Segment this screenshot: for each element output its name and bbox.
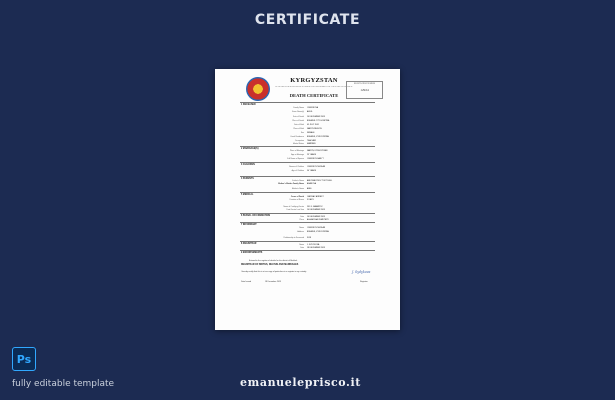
coat-of-arms-icon — [246, 77, 270, 101]
field-value: MARRIED — [307, 143, 316, 145]
field-value: 14 DECEMBER 2019 — [307, 209, 326, 211]
registration-box — [346, 81, 383, 99]
field-label: Age of Children — [291, 170, 304, 172]
certificate-header — [222, 75, 393, 105]
section-burial — [240, 213, 375, 222]
field-value: NARYN, KYRGYZSTAN — [307, 150, 328, 152]
death-certificate — [215, 69, 400, 330]
section-parents — [240, 176, 375, 192]
field-value: BISHKEK CITY HOSPITAL — [307, 120, 330, 122]
field-label: Name of Certifying Doctor — [283, 206, 304, 208]
section-registrar — [240, 241, 375, 250]
field-value: BISHKEK, KYRGYZSTAN — [307, 231, 329, 233]
field-value: 54 YEARS — [307, 170, 317, 172]
field-label: Place of Death — [292, 120, 304, 122]
section-title: 6 BURIAL OR CREMATION — [241, 215, 271, 217]
field-value: ALA-ARCHA CEMETERY — [307, 219, 329, 221]
certify-statement: I hereby certify that this is a true copy of particulars in a register in my custody. — [241, 271, 307, 273]
table-row — [240, 111, 375, 115]
field-label: Names of Children — [289, 166, 304, 168]
certificate-title: DEATH CERTIFICATE — [289, 93, 339, 98]
registration-label: REGISTRATION NUMBER — [353, 83, 375, 85]
field-label: Relationship to Deceased — [283, 237, 304, 239]
field-value: 23 YEARS — [307, 154, 317, 156]
endorsement-text: Entered in the register of deaths for the district of Bishkek. — [249, 260, 298, 262]
field-value: OSMONOVA — [307, 107, 318, 109]
table-row — [240, 231, 375, 235]
photoshop-icon: Ps — [12, 347, 36, 371]
section-children — [240, 162, 375, 176]
field-value: 3 DAYS — [307, 199, 314, 201]
section-endorsements — [240, 250, 375, 288]
field-value: OSMONOV BAKYT — [307, 158, 324, 160]
section-title: 4 PARENTS — [241, 178, 254, 180]
field-label: Full Name of Spouse — [287, 158, 304, 160]
editable-caption: fully editable template — [12, 379, 115, 389]
field-value: OSMONOV NURLAN — [307, 227, 326, 229]
field-label: Age at Marriage — [291, 154, 304, 156]
field-label: Date Doctor Last Saw — [286, 209, 304, 211]
field-label: Duration of Illness — [289, 199, 304, 201]
field-label: Marital Status — [293, 143, 304, 145]
field-value: CARDIAC ARREST — [307, 196, 324, 198]
field-label: Date of Birth — [294, 124, 304, 126]
field-value: 05 JULY 1941 — [307, 124, 319, 126]
field-value: DR. K. MAMATOV — [307, 206, 323, 208]
field-value: FEMALE — [307, 132, 315, 134]
field-value: OSMONOV NURLAN — [307, 166, 326, 168]
registrar-signature-label: Registrar — [360, 281, 368, 283]
field-label: Date — [300, 247, 304, 249]
field-label: Name — [299, 227, 304, 229]
section-medical — [240, 192, 375, 213]
field-label: Mother's Maiden Family Name — [278, 183, 304, 185]
field-value: 16 DECEMBER 2019 — [307, 216, 326, 218]
field-value: BISHKEK, KYRGYZSTAN — [307, 136, 329, 138]
table-row — [240, 183, 375, 187]
section-title: 2 MARRIAGE(S) — [241, 148, 259, 150]
field-value: ASEL — [307, 188, 312, 190]
section-deceased — [240, 102, 375, 146]
field-label: Place of Marriage — [289, 150, 304, 152]
section-title: 8 REGISTRAR — [241, 243, 257, 245]
field-label: Place of Birth — [293, 128, 304, 130]
section-marriages — [240, 146, 375, 162]
registrar-signature: J. Sydykova — [352, 270, 371, 274]
field-label: Sex — [300, 132, 304, 134]
ministry-name: STATE REGISTRATION SERVICE UNDER THE GOVERNMENT OF THE KYRGYZ REPUBLIC — [275, 86, 353, 88]
field-label: Cause of Death — [290, 196, 304, 198]
field-value: 14 DECEMBER 2019 — [307, 116, 326, 118]
section-title: 7 INFORMANT — [241, 224, 257, 226]
table-row — [240, 199, 375, 203]
field-value: NARYN REGION — [307, 128, 322, 130]
registrar-heading: REGISTRAR OF BIRTHS, DEATHS AND MARRIAGES — [241, 264, 299, 266]
field-label: Address — [297, 231, 304, 233]
field-label: Father's Name — [292, 180, 304, 182]
page-title: CERTIFICATE — [254, 12, 361, 28]
field-value: ASANOVA — [307, 183, 317, 185]
field-label: Name — [299, 244, 304, 246]
field-label: Usual Residence — [290, 136, 304, 138]
registration-number: 12924 — [360, 88, 369, 92]
table-row — [240, 170, 375, 174]
field-value: SON — [307, 237, 312, 239]
field-label: Given Name(s) — [291, 111, 304, 113]
field-value: J. SYDYKOVA — [307, 244, 320, 246]
field-value: AIGUL — [307, 111, 313, 113]
date-issued-label: Date Issued — [241, 281, 252, 283]
field-label: Family Name — [293, 107, 304, 109]
field-label: Date — [300, 216, 304, 218]
section-title: 1 DECEASED — [241, 104, 256, 106]
date-issued-value: 18 December 2019 — [265, 281, 282, 283]
field-label: Occupation — [294, 140, 304, 142]
field-label: Date of Death — [292, 116, 304, 118]
section-title: 3 CHILDREN — [241, 164, 255, 166]
field-value: 18 DECEMBER 2019 — [307, 247, 326, 249]
website-link[interactable]: emanueleprisco.it — [240, 376, 361, 389]
section-title: 9 ENDORSEMENTS — [241, 252, 263, 254]
country-name: KYRGYZSTAN — [290, 77, 338, 84]
field-value: TEACHER — [307, 140, 317, 142]
field-value: ABDYKADYROV TOKTOGUL — [307, 180, 333, 182]
section-informant — [240, 222, 375, 241]
field-label: Mother's Name — [291, 188, 304, 190]
field-label: Place — [299, 219, 304, 221]
section-title: 5 MEDICAL — [241, 194, 254, 196]
